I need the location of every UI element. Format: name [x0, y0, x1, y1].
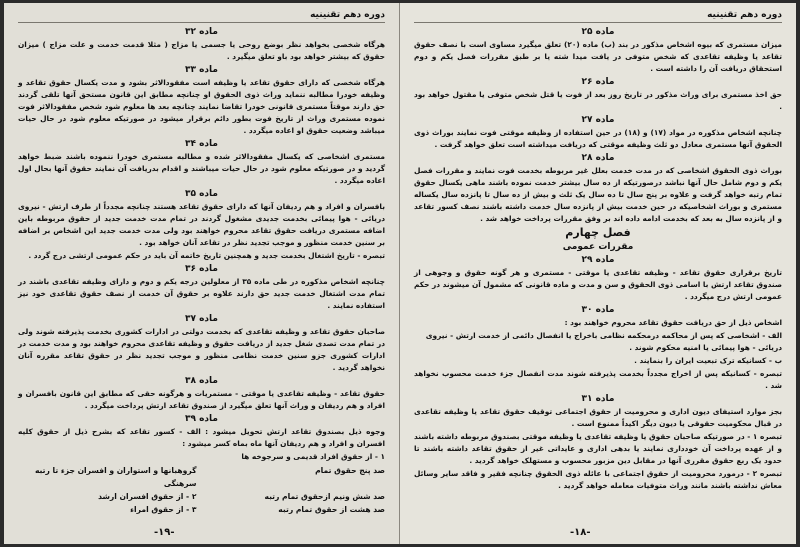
paragraph: میزان مستمری که بیوه اشخاص مذکور در بند (ب) ماده (۲۰) تعلق میگیرد مساوی است با نصف حقوق تقاعد یا وظیفه تقاعدی که شخص متوفی در یافت میدا شته یا بر طبق مقررات فصل یکم و دوم استحقاق دریافت آن را داشته است . [414, 40, 782, 73]
list-item: ۱ - از حقوق افراد قدیمی و سرجوخه ها [241, 452, 385, 461]
paragraph: بوراث ذوی الحقوق اشخاصی که در مدت خدمت بعلل غیر مربوطه بخدمت فوت نمایند و مقررات فصل یکم و دوم شامل حال آنها نباشد درصورتیکه از ده سال بیشتر خدمت نموده باشند ماهی یکسال حقوق تمام رتبه خواهد گرفت و علاوه بر پنج سال تا ده سال یک ثلث و بیش از ده سال تا پانزده سال یکساله مستمری و بوراث اشخاصیکه در حین خدمت بیش از پانزده سال خدمت داشته باشند نصف کسور تقاعد و از پانزده سال به بعد که بخدمت ادامه داده اند بر وفق مقررات پرداخت خواهد شد . [414, 166, 782, 223]
right-page-number: -۱۸- [570, 527, 591, 538]
article-heading: ماده ۳۵ [184, 189, 219, 199]
paragraph: اشخاص ذیل از حق دریافت حقوق تقاعد محروم خواهند بود : [564, 318, 782, 327]
rate-cell: صد شش ونیم ازحقوق تمام رتبه [264, 492, 385, 501]
paragraph: تبصره ۲ - درمورد محرومیت از حقوق اجتماعی با عائله ذوی الحقوق چنانچه فقیر و فاقد سایر وسائل معاش نداشته باشند مانند وراث متوفیات معامله خواهد گردید . [414, 469, 782, 490]
list-item: الف - اشخاصی که پس از محاکمه درمحکمه نظامی باخراج یا انفصال دائمی از خدمت ارتش - نیروی دریائی - هوا پیمائی یا امنیه محکوم شوند . [425, 331, 782, 352]
right-page [400, 3, 796, 544]
left-page-number: -۱۹- [154, 527, 175, 538]
paragraph: چنانچه اشخاص مذکوره در طی ماده ۳۵ از معلولین درجه یکم و دوم و دارای وظیفه تقاعدی باشند در تمام مدت اشتغال خدمت جدید حق دارند علاوه بر حقوق آن خدمت از نصف حقوق تقاعدی خود نیز استفاده نمایند . [18, 277, 386, 310]
rate-cell: صد پنج حقوق تمام [315, 466, 385, 475]
rate-cell: گروهبانها و استواران و افسران جزء تا رتبه سرهنگی [34, 466, 197, 488]
paragraph: حقوق تقاعد - وظیفه تقاعدی یا موقتی - مستمریات و هرگونه حقی که مطابق این قانون بافسران و افراد و هم ردیفان و وراث آنها تعلق میگیرد از صندوق تقاعد ارتش پرداخت میگردد . [18, 389, 385, 410]
rate-cell: ۲ - از حقوق افسران ارشد [98, 492, 197, 501]
left-page [4, 3, 400, 544]
left-page-body [18, 26, 385, 463]
paragraph: وجوه ذیل بصندوق تقاعد ارتش تحویل میشود : الف - کسور تقاعد که بشرح ذیل از حقوق کلیه افسران و افراد و هم ردیفان آنها ماه بماه کسر میشود : [18, 427, 385, 448]
list-item: ب - کسانیکه ترک تبعیت ایران را بنمایند . [634, 356, 782, 365]
article-heading: ماده ۳۴ [184, 139, 219, 149]
paragraph: مستمری اشخاصی که یکسال مفقودالاثر شده و مطالبه مستمری خودرا ننموده باشند ضبط خواهد گردید و در صورتیکه معلوم شود در حال حیات میباشند و اقدام بدریافت آن نمایند حقوق آنها بحال اول اعاده میگردد . [18, 152, 385, 185]
article-heading: ماده ۳۱ [581, 394, 615, 404]
article-heading: ماده ۲۷ [581, 115, 615, 125]
article-heading: ماده ۲۸ [581, 153, 615, 163]
paragraph: حق اخذ مستمری برای وراث مذکور در تاریخ روز بعد از فوت یا قتل شخص متوفی یا مقتول خواهد بود . [414, 90, 782, 111]
article-heading: مقررات عمومی [562, 242, 634, 252]
paragraph: تاریخ برقراری حقوق تقاعد - وظیفه تقاعدی یا موقتی - مستمری و هر گونه حقوق و وجوهی از صندوق تقاعد ارتش با اسامی ذوی الحقوق و سن و مدت و ماده قانونی که مشمول آن میشوند در حکم عمومی ارتش درج میگردد . [414, 268, 782, 301]
article-heading: ماده ۲۶ [581, 77, 615, 87]
left-page-running-header: دوره دهم تقنینیه [18, 9, 385, 23]
article-heading: ماده ۳۹ [184, 414, 219, 424]
paragraph: تبصره ۱ - در صورتیکه صاحبان حقوق یا وظیفه تقاعدی یا وظیفه موقتی بصندوق مربوطه داشته باشند و از عهده پرداخت آن خودداری نمایند یا بدهی اداری و عایداتی غیر از حقوق تقاعد داشته باشند تا حدود یک ربع حقوق مقرری آنها در مقابل دین مزبور محسوب و مستهلک خواهد گردید . [414, 432, 782, 465]
article-heading: ماده ۳۶ [184, 264, 219, 274]
paragraph: هرگاه شخصی که دارای حقوق تقاعد یا وظیفه است مفقودالاثر بشود و مدت یکسال حقوق تقاعد و وظیفه خودرا مطالبه ننماید وراث ذوی الحقوق او چنانچه مطابق این قانون مستحق آنها تلقی گردند حق دارند موقتاً مستمری قانونی خودرا تقاضا نمایند چنانچه بعد ها معلوم شود شخص مفقودالاثر فوت نموده مستمری وراث از تاریخ فوت بطور دائم برقرار میشود در صورتیکه معلوم شود در حال حیات میباشد وضعیت حقوق او اعاده میگردد . [18, 78, 385, 135]
rate-cell: صد هشت از حقوق تمام رتبه [278, 505, 385, 514]
rate-cell: ۳ - از حقوق امراء [130, 505, 197, 514]
right-page-running-header: دوره دهم تقنینیه [414, 9, 782, 23]
article-heading: ماده ۳۲ [184, 27, 219, 37]
paragraph: تبصره - تاریخ اشتغال بخدمت جدید و همچنین تاریخ خاتمه آن باید در حکم عمومی ارتشی درج گردد . [28, 251, 385, 260]
paragraph: تبصره - کسانیکه پس از اخراج مجدداً بخدمت پذیرفته شوند مدت انفصال جزء خدمت محسوب نخواهد شد . [414, 369, 782, 390]
article-heading: ماده ۳۷ [184, 314, 219, 324]
contribution-rates-table [18, 464, 385, 516]
paragraph: بافسران و افراد و هم ردیفان آنها که دارای حقوق تقاعد هستند چنانچه مجدداً از طرف ارتش - نیروی دریائی - هوا پیمائی بخدمت جدیدی مشغول گردند در تمام مدت خدمت جدید از حقوق مربوطه باین اضافه مستمری دریافت حقوق تقاعد محروم خواهند بود ولی مدت خدمت جدید این اشخاص بر اضافه بر سنین خدمت منظور و موجب تجدید نظر در تقاعد آنان خواهد بود . [18, 202, 385, 247]
paragraph: صاحبان حقوق تقاعد و وظیفه تقاعدی که بخدمت دولتی در ادارات کشوری بخدمت پذیرفته شوند ولی در تمام مدت تصدی شغل جدید از دریافت حقوق و وظیفه تقاعدی محروم خواهند بود و مدت خدمت در ادارات کشوری جزو سنین خدمت نظامی منظور و موجب تجدید نظر در حقوق تقاعد مقرره آنان نخواهد گردید . [18, 327, 385, 372]
article-heading: ماده ۳۰ [581, 305, 615, 315]
right-page-body [414, 26, 782, 492]
article-heading: ماده ۳۸ [184, 376, 219, 386]
article-heading: ماده ۲۵ [581, 27, 615, 37]
article-heading: ماده ۳۳ [184, 65, 219, 75]
paragraph: چنانچه اشخاص مذکوره در مواد (۱۷) و (۱۸) در حین استفاده از وظیفه موقتی فوت نمایند بوراث ذوی الحقوق آنها مستمری معادل دو ثلث وظیفه موقتی که دریافت میداشته است تعلق خواهد گرفت . [414, 128, 782, 149]
article-heading: ماده ۲۹ [581, 255, 615, 265]
paragraph: بجز موارد استیفای دیون اداری و محرومیت از حقوق اجتماعی توقیف حقوق تقاعد یا وظیفه تقاعدی در قبال محکومیت حقوقی یا دیون دیگر اکیداً ممنوع است . [414, 407, 782, 428]
article-heading: فصل چهارم [565, 226, 631, 239]
paragraph: هرگاه شخصی بخواهد نظر بوضع روحی یا جسمی یا مزاج ( مثلا قدمت خدمت و علت مزاج ) میزان حقوق که بیشتر خواهد بود باو تعلق میگیرد . [18, 40, 385, 61]
book-spread [4, 3, 796, 544]
